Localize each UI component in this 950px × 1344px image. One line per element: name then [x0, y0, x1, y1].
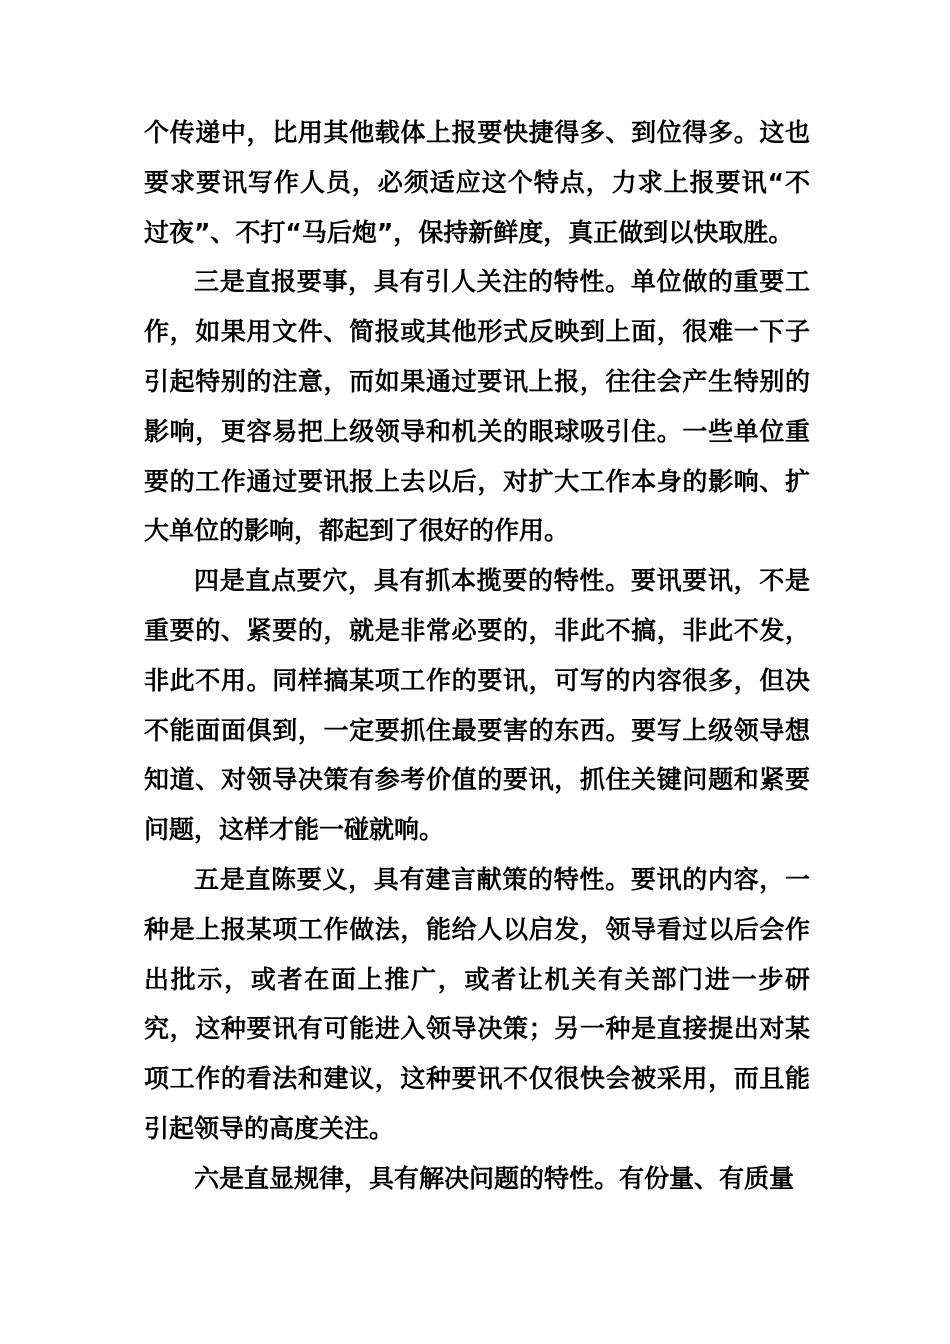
paragraph-point-six: 六是直显规律，具有解决问题的特性。有份量、有质量 — [194, 1163, 795, 1193]
paragraph-continuation: 个传递中，比用其他载体上报要快捷得多、到位得多。这也要求要讯写作人员，必须适应这个特点，力求上报要讯“不过夜”、不打“马后炮”，保持新鲜度，真正做到以快取胜。 — [144, 118, 810, 247]
paragraph-point-five: 五是直陈要义，具有建言献策的特性。要讯的内容，一种是上报某项工作做法，能给人以启发，领导看过以后会作出批示，或者在面上推广，或者让机关有关部门进一步研究，这种要讯有可能进入领导决策；另一种是直接提出对某项工作的看法和建议，这种要讯不仅很快会被采用，而且能引起领导的高度关注。 — [144, 864, 810, 1143]
paragraph-point-three: 三是直报要事，具有引人关注的特性。单位做的重要工作，如果用文件、简报或其他形式反映到上面，很难一下子引起特别的注意，而如果通过要讯上报，往往会产生特别的影响，更容易把上级领导和机关的眼球吸引住。一些单位重要的工作通过要讯报上去以后，对扩大工作本身的影响、扩大单位的影响，都起到了很好的作用。 — [144, 267, 810, 546]
paragraph-point-four: 四是直点要穴，具有抓本揽要的特性。要讯要讯，不是重要的、紧要的，就是非常必要的，非此不搞，非此不发，非此不用。同样搞某项工作的要讯，可写的内容很多，但决不能面面俱到，一定要抓住最要害的东西。要写上级领导想知道、对领导决策有参考价值的要讯，抓住关键问题和紧要问题，这样才能一碰就响。 — [144, 566, 810, 845]
document-body — [144, 108, 810, 1204]
